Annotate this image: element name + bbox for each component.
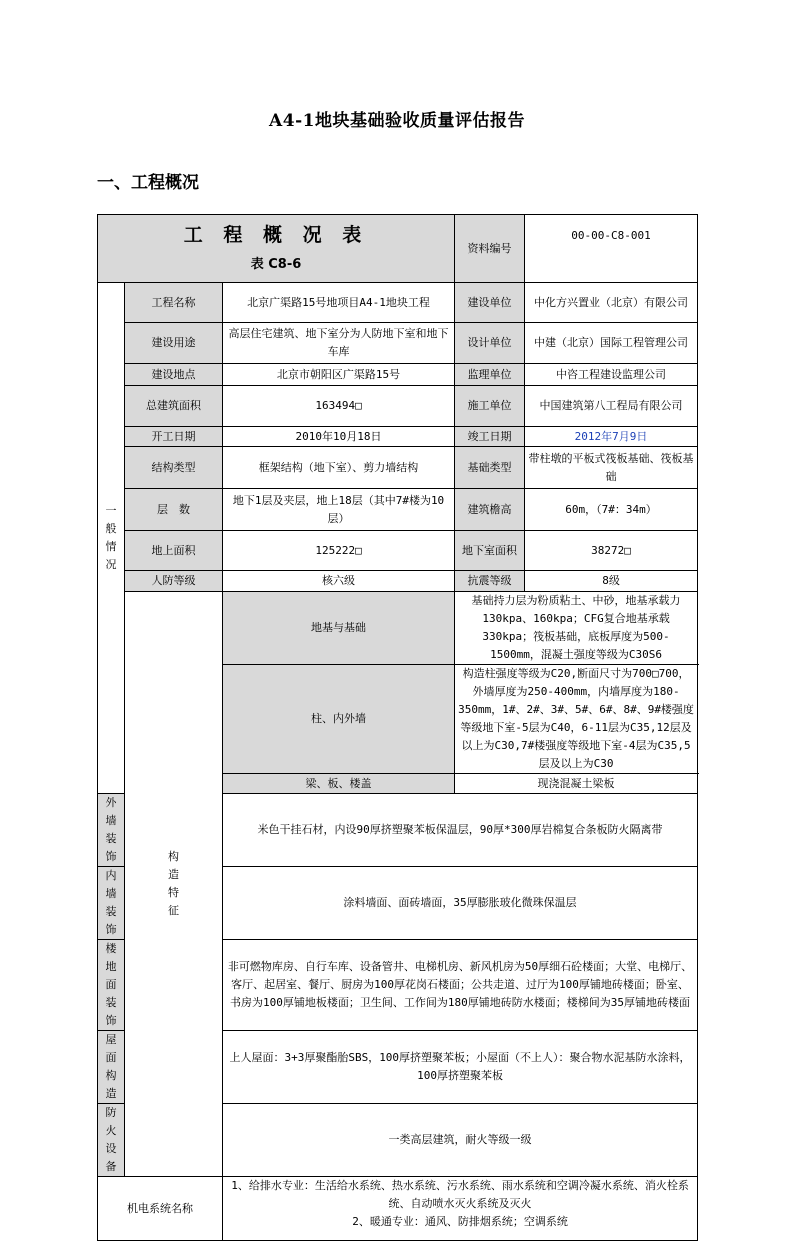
above-area-label: 地上面积	[125, 531, 223, 571]
mep-systems-value	[223, 1177, 698, 1241]
constructor-value: 中国建筑第八工程局有限公司	[525, 386, 698, 427]
designer-label: 设计单位	[455, 323, 525, 364]
usage-value: 高层住宅建筑、地下室分为人防地下室和地下车库	[223, 323, 455, 364]
group-char: 构	[168, 850, 179, 863]
form-subtitle: 表 C8-6	[250, 256, 302, 272]
group-char: 情	[105, 540, 117, 553]
general-group-label	[98, 283, 125, 794]
mep-line: 2、暖通专业：通风、防排烟系统；空调系统	[352, 1215, 568, 1228]
structure-type-label: 结构类型	[125, 447, 223, 489]
location-label: 建设地点	[125, 364, 223, 386]
floors-label: 层 数	[125, 489, 223, 531]
floors-value: 地下1层及夹层，地上18层（其中7#楼为10层）	[223, 489, 455, 531]
structure-type-value: 框架结构（地下室）、剪力墙结构	[223, 447, 455, 489]
group-char: 造	[168, 868, 179, 881]
project-overview-table	[97, 214, 698, 1241]
beam-slab-value: 现浇混凝土梁板	[455, 774, 698, 794]
location-value: 北京市朝阳区广渠路15号	[223, 364, 455, 386]
group-char: 况	[105, 558, 117, 571]
total-area-label: 总建筑面积	[125, 386, 223, 427]
finish-date-value: 2012年7月9日	[525, 427, 698, 447]
foundation-type-value: 带柱墩的平板式筏板基础、筏板基础	[525, 447, 698, 489]
form-title: 工 程 概 况 表	[183, 223, 369, 246]
base-value: 基础持力层为粉质粘土、中砂，地基承载力130kpa、160kpa；CFG复合地基承载330kpa；筏板基础，底板厚度为500-1500mm，混凝土强度等级为C30S6	[455, 592, 698, 665]
seismic-label: 抗震等级	[455, 571, 525, 592]
supervisor-label: 监理单位	[455, 364, 525, 386]
foundation-type-label: 基础类型	[455, 447, 525, 489]
interior-finish-label: 内墙装饰	[98, 867, 125, 940]
floor-finish-value: 非可燃物库房、自行车库、设备管井、电梯机房、新风机房为50厚细石砼楼面；大堂、电梯厅、客厅、起居室、餐厅、厨房为100厚花岗石楼面；公共走道、过厅为100厚铺地砖楼面；卧室、书房为100厚铺地板楼面；卫生间、工作间为180厚铺地砖防水楼面；楼梯间为35厚铺地砖楼面	[223, 940, 698, 1031]
column-wall-label: 柱、内外墙	[223, 665, 455, 774]
civil-defense-label: 人防等级	[125, 571, 223, 592]
group-char: 特	[168, 886, 179, 899]
constructor-label: 施工单位	[455, 386, 525, 427]
project-name-value: 北京广渠路15号地项目A4-1地块工程	[223, 283, 455, 323]
base-label: 地基与基础	[223, 592, 455, 665]
finish-date-label: 竣工日期	[455, 427, 525, 447]
builder-value: 中化方兴置业（北京）有限公司	[525, 283, 698, 323]
group-char: 般	[105, 522, 117, 535]
group-char: 一	[105, 504, 117, 517]
below-area-value: 38272□	[525, 531, 698, 571]
civil-defense-value: 核六级	[223, 571, 455, 592]
exterior-finish-value: 米色干挂石材，内设90厚挤塑聚苯板保温层，90厚*300厚岩棉复合条板防火隔离带	[223, 794, 698, 867]
start-date-label: 开工日期	[125, 427, 223, 447]
start-date-value: 2010年10月18日	[223, 427, 455, 447]
doc-no-value: 00-00-C8-001	[525, 215, 698, 283]
fire-equipment-label: 防火设备	[98, 1104, 125, 1177]
floor-finish-label: 楼地面装饰	[98, 940, 125, 1031]
mep-systems-label: 机电系统名称	[98, 1177, 223, 1241]
interior-finish-value: 涂料墙面、面砖墙面，35厚膨胀玻化微珠保温层	[223, 867, 698, 940]
document-title: A4-1地块基础验收质量评估报告	[269, 111, 525, 131]
form-header-cell	[98, 215, 455, 283]
fire-equipment-value: 一类高层建筑，耐火等级一级	[223, 1104, 698, 1177]
designer-value: 中建（北京）国际工程管理公司	[525, 323, 698, 364]
total-area-value: 163494□	[223, 386, 455, 427]
supervisor-value: 中咨工程建设监理公司	[525, 364, 698, 386]
project-name-label: 工程名称	[125, 283, 223, 323]
below-area-label: 地下室面积	[455, 531, 525, 571]
beam-slab-label: 梁、板、楼盖	[223, 774, 455, 794]
doc-no-label: 资料编号	[455, 215, 525, 283]
group-char: 征	[168, 904, 179, 917]
section-title: 一、工程概况	[97, 173, 199, 193]
mep-line: 1、给排水专业：生活给水系统、热水系统、污水系统、雨水系统和空调冷凝水系统、消火栓系统、自动喷水灭火系统及灭火	[231, 1179, 689, 1210]
eaves-height-value: 60m，（7#：34m）	[525, 489, 698, 531]
roof-label: 屋面构造	[98, 1031, 125, 1104]
eaves-height-label: 建筑檐高	[455, 489, 525, 531]
column-wall-value: 构造柱强度等级为C20,断面尺寸为700□700，外墙厚度为250-400mm，内墙厚度为180-350mm，1#、2#、3#、5#、6#、8#、9#楼强度等级地下室-5层为C40，6-11层为C35,12层及以上为C30,7#楼强度等级地下室-4层为C35,5层及以上为C30	[455, 665, 698, 774]
seismic-value: 8级	[525, 571, 698, 592]
construct-group-label	[125, 592, 223, 1177]
exterior-finish-label: 外墙装饰	[98, 794, 125, 867]
above-area-value: 125222□	[223, 531, 455, 571]
usage-label: 建设用途	[125, 323, 223, 364]
builder-label: 建设单位	[455, 283, 525, 323]
roof-value: 上人屋面：3+3厚聚酯胎SBS，100厚挤塑聚苯板；小屋面（不上人）：聚合物水泥基防水涂料，100厚挤塑聚苯板	[223, 1031, 698, 1104]
